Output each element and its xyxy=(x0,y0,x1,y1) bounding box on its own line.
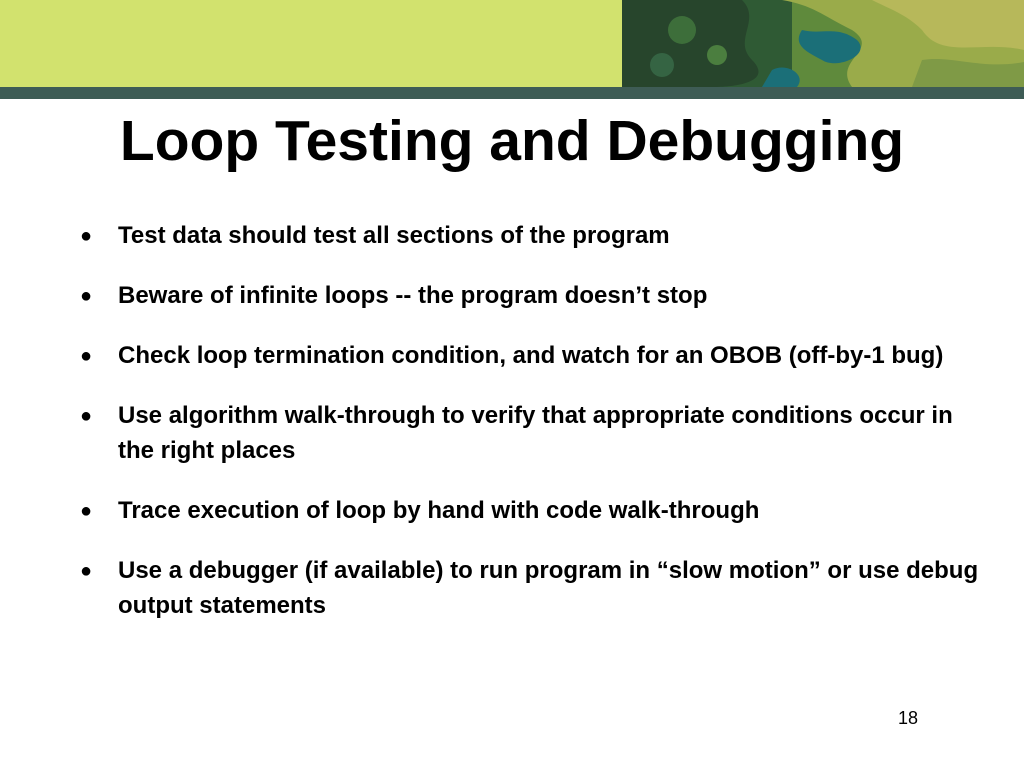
bullet-item xyxy=(80,218,980,253)
bullet-text: Use algorithm walk-through to verify that appropriate conditions occur in the right places xyxy=(118,402,953,464)
slide-title: Loop Testing and Debugging xyxy=(119,109,905,173)
header-photo xyxy=(622,0,1024,87)
bullet-dot-icon: ● xyxy=(80,285,93,307)
bullet-text: Beware of infinite loops -- the program doesn’t stop xyxy=(118,282,708,309)
bullet-item xyxy=(80,278,980,313)
bullet-list xyxy=(80,218,980,648)
bullet-dot-icon: ● xyxy=(80,225,93,247)
bullet-text: Trace execution of loop by hand with code walk-through xyxy=(118,497,760,524)
bullet-dot-icon: ● xyxy=(80,500,93,522)
bullet-dot-icon: ● xyxy=(80,560,93,582)
satellite-image xyxy=(622,0,1024,87)
bullet-text: Check loop termination condition, and watch for an OBOB (off-by-1 bug) xyxy=(118,342,944,369)
bullet-item xyxy=(80,493,980,528)
bullet-item xyxy=(80,553,980,623)
bullet-item xyxy=(80,398,980,468)
header-band xyxy=(0,87,1024,99)
bullet-text: Use a debugger (if available) to run program in “slow motion” or use debug output statements xyxy=(118,557,979,619)
bullet-item xyxy=(80,338,980,373)
bullet-dot-icon: ● xyxy=(80,405,93,427)
bullet-text: Test data should test all sections of the program xyxy=(118,222,670,249)
page-number: 18 xyxy=(897,708,918,728)
bullet-dot-icon: ● xyxy=(80,345,93,367)
